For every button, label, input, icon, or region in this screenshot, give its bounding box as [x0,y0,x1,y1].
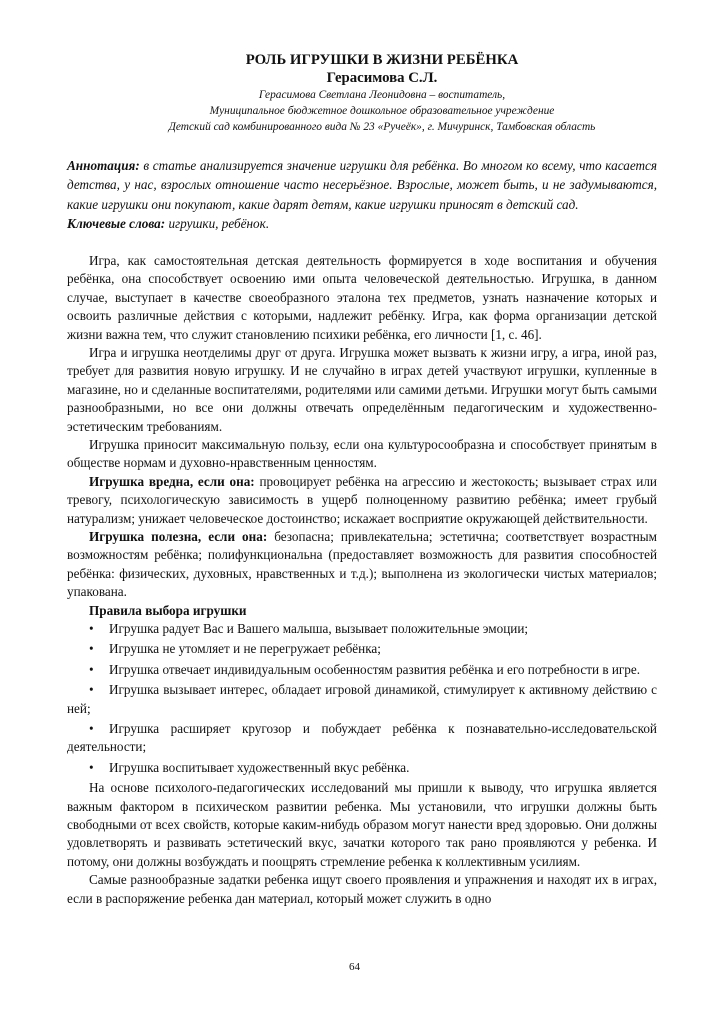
bullet-icon: • [89,661,94,677]
bullet-icon: • [89,682,94,698]
list-item [67,720,657,757]
list-item [67,620,657,638]
annotation [67,156,657,214]
list-item [67,759,657,777]
list-item-text: Игрушка радует Вас и Вашего малыша, вызывает положительные эмоции; [109,621,529,637]
useful-text: безопасна; привлекательна; эстетична; соответствует возрастным возможностям ребёнка; полифункциональна (предоставляет возможность для развития способностей ребёнка: физических, духовных, нравственных и т.д.); выполнена из экологически чистых материалов; упакована. [67,528,657,600]
bullet-icon: • [89,621,94,637]
list-item-text: Игрушка расширяет кругозор и побуждает ребёнка к познавательно-исследовательской деятельности; [67,721,657,755]
bullet-icon: • [89,641,94,657]
list-item-text: Игрушка вызывает интерес, обладает игровой динамикой, стимулирует к активному действию с ней; [67,682,657,716]
keywords-label: Ключевые слова: [67,215,166,231]
bullet-icon: • [89,721,94,737]
list-item-text: Игрушка не утомляет и не перегружает ребёнка; [109,641,381,657]
rules-title: Правила выбора игрушки [89,602,247,618]
list-item [67,640,657,658]
keywords [67,214,657,233]
list-item-text: Игрушка воспитывает художественный вкус ребёнка. [109,759,410,775]
list-item-text: Игрушка отвечает индивидуальным особенностям развития ребёнка и его потребности в игре. [109,661,641,677]
harmful-paragraph [67,473,657,528]
annotation-label: Аннотация: [67,158,140,173]
annotation-text: в статье анализируется значение игрушки для ребёнка. Во многом ко всему, что касается детства, у нас, взрослых отношение часто несерьёзное. Взрослые, может быть, и не задумываются, какие игрушки они покупают, какие дарят детям, какие игрушки приносят в детский сад. [67,158,657,212]
author-affiliation-line: Герасимова Светлана Леонидовна – воспитатель, [258,89,506,101]
body-paragraph: На основе психолого-педагогических исследований мы пришли к выводу, что игрушка является важным фактором в психическом развитии ребенка. Мы установили, что игрушки должны быть свободными от всех свойств, которые каким-нибудь образом могут нанести вред здоровью. Они должны удовлетворять и развивать эстетический вкус, зачатки которого так рано проявляются у ребенка. И потому, они должны возбуждать и поощрять стремление ребенка к коллективным усилиям. [67,780,657,869]
body-paragraph: Самые разнообразные задатки ребенка ищут своего проявления и упражнения и находят их в играх, если в распоряжение ребенка дан материал, который может служить в одно [67,872,657,906]
list-item [67,681,657,718]
author-affiliation-line: Муниципальное бюджетное дошкольное образовательное учреждение [209,105,555,117]
author-affiliation-line: Детский сад комбинированного вида № 23 «Ручеёк», г. Мичуринск, Тамбовская область [168,121,596,133]
article-title: РОЛЬ ИГРУШКИ В ЖИЗНИ РЕБЁНКА [245,52,519,68]
article-body [67,252,657,908]
body-paragraph: Игра, как самостоятельная детская деятельность формируется в ходе воспитания и обучения ребёнка, она способствует освоению ими опыта человеческой деятельностью. Игрушка, в данном случае, выступает в качестве своеобразного эталона тех предметов, узнать назначение которых и освоить различные действия с которыми, надлежит ребёнку. Игра, как форма организации детской жизни важна тем, что служит становлению психики ребёнка, его личности [1, с. 46]. [67,252,657,342]
body-paragraph: Игра и игрушка неотделимы друг от друга. Игрушка может вызвать к жизни игру, а игра, иной раз, требует для развития новую игрушку. И не случайно в играх детей участвуют игрушки, купленные в магазине, но и сделанные воспитателями, родителями или самими детьми. Игрушки могут быть самыми разнообразными, но все они должны отвечать определённым педагогическим и художественно-эстетическим требованиям. [67,344,657,434]
useful-paragraph [67,528,657,602]
list-item [67,661,657,679]
body-paragraph: Игрушка приносит максимальную пользу, если она культуросообразна и способствует принятым в обществе нормам и духовно-нравственным ценностям. [67,436,657,471]
page-number: 64 [349,961,360,973]
harmful-label: Игрушка вредна, если она: [89,473,255,489]
bullet-icon: • [89,759,94,775]
rules-list [67,620,657,777]
article-author: Герасимова С.Л. [326,70,438,86]
harmful-text: провоцирует ребёнка на агрессию и жестокость; вызывает страх или тревогу, психологическую зависимость в ущерб полноценному развитию ребёнка; имеет грубый натурализм; унижает человеческое достоинство; искажает восприятие окружающей действительности. [67,473,657,526]
useful-label: Игрушка полезна, если она: [89,528,268,544]
keywords-text: игрушки, ребёнок. [165,215,270,231]
